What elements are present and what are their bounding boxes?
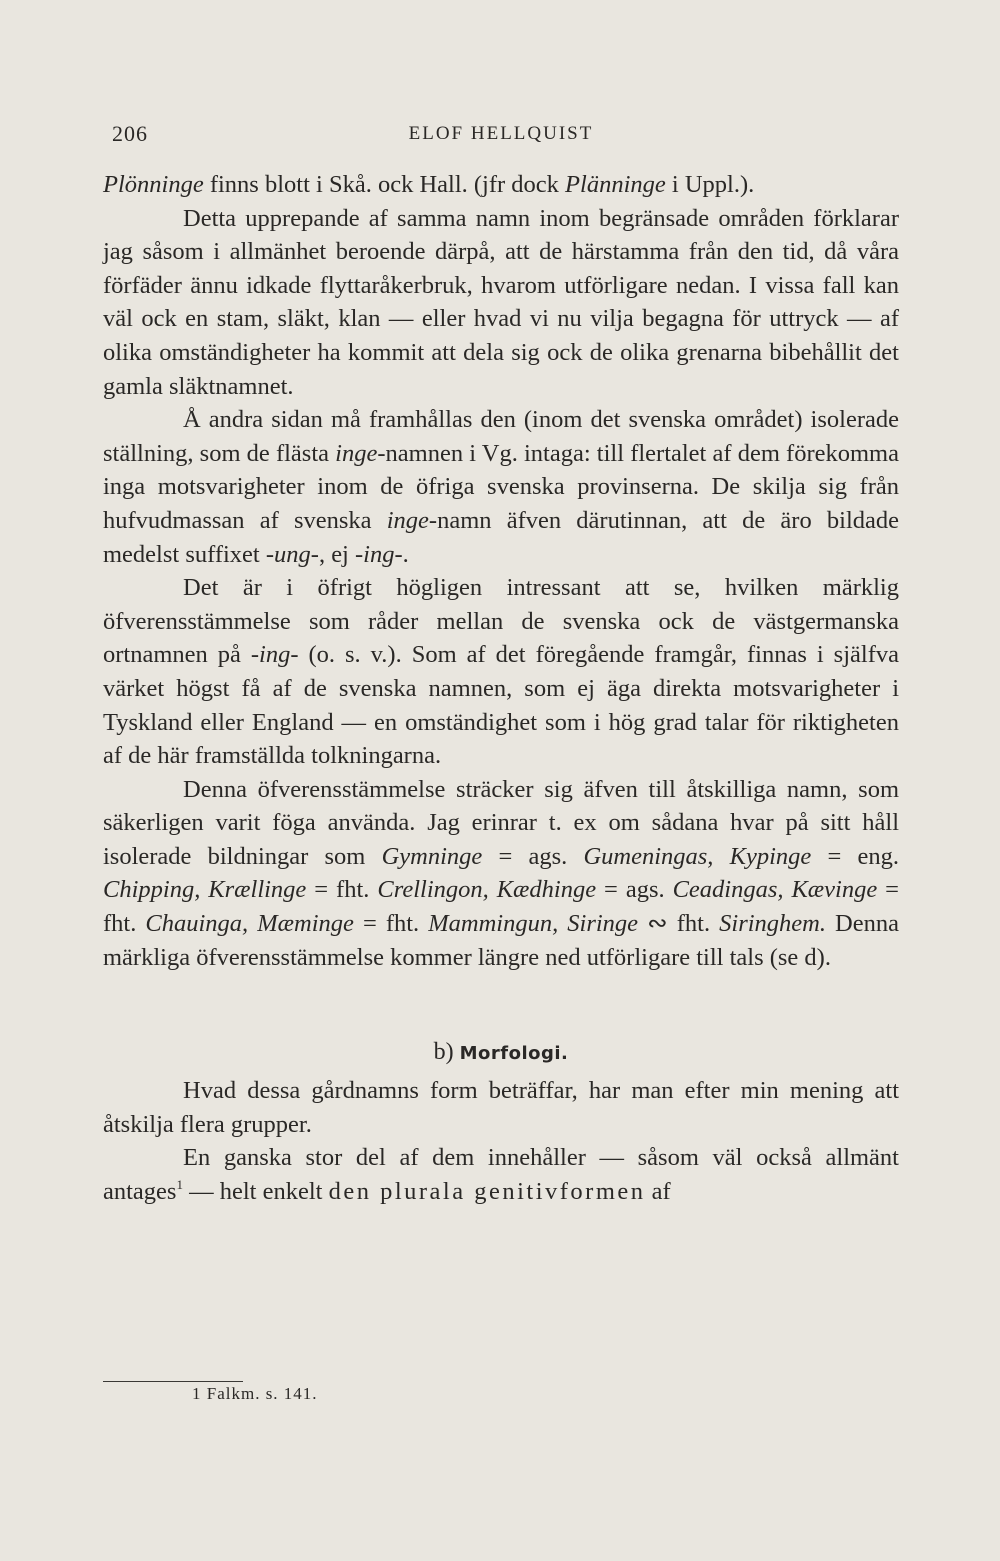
text-run: (o. s. v.). Som af det föregående framgår, finnas i själfva värket högst få af de svenska namnen, som ej äga direkta motsvarigheter i Tyskland eller England — en omständighet som i hög grad talar för riktigheten af de här framställda tolkningarna. — [103, 641, 899, 770]
paragraph-4 — [103, 571, 899, 773]
italic-term: inge — [335, 439, 378, 467]
place-name: Chauinga, Mæminge — [145, 910, 354, 938]
text-run: , ej — [318, 540, 355, 568]
italic-term: inge — [386, 506, 429, 534]
paragraph-3 — [103, 403, 899, 571]
text-run: = eng. — [811, 842, 899, 870]
place-name: Siringhem. — [719, 910, 826, 938]
place-name: Plänninge — [565, 171, 666, 198]
emphasized-text: den plurala genitivformen — [328, 1178, 646, 1206]
text-run: Denna öfverensstämmelse sträcker sig äfven till åtskilliga namn, som säkerligen varit föga använda. Jag erinrar t. ex om sådana hvar på sitt håll isolerade bildningar som — [103, 775, 899, 870]
place-name: Ceadingas, Kævinge — [672, 876, 878, 904]
text-run: = ags. — [482, 842, 584, 870]
place-name: Gymninge — [381, 842, 483, 870]
text-run: = ags. — [596, 876, 673, 904]
paragraph-5 — [103, 773, 899, 975]
running-head: ELOF HELLQUIST — [408, 123, 594, 144]
place-name: Gumeningas, Kypinge — [583, 842, 812, 870]
italic-term: -ing- — [250, 641, 299, 669]
section-heading-prefix: b) — [433, 1039, 460, 1066]
italic-term: -ing- — [355, 540, 403, 568]
text-run: -namn äfven därutinnan, att de äro bildade medelst suffixet — [103, 506, 899, 568]
page-header — [112, 121, 890, 153]
text-run: i Uppl.). — [665, 171, 755, 198]
place-name: Crellingon, Kædhinge — [377, 876, 597, 904]
text-run: ∾ fht. — [638, 910, 720, 938]
text-run: = fht. — [103, 876, 899, 938]
paragraph-1 — [103, 168, 899, 202]
paragraph-7 — [103, 1141, 899, 1208]
paragraph-2: Detta upprepande af samma namn inom begränsade områden förklarar jag såsom i allmänhet beroende därpå, att de härstamma från den tid, då våra förfäder ännu idkade flyttaråkerbruk, hvarom utförligare nedan. I vissa fall kan väl ock en stam, släkt, klan — eller hvad vi nu vilja begagna för uttryck — af olika omständigheter ha kommit att dela sig ock de olika grenarna bibehållit det gamla släktnamnet. — [103, 204, 899, 400]
place-name: Plönninge — [103, 171, 204, 198]
paragraph-6: Hvad dessa gårdnamns form beträffar, har man efter min mening att åtskilja flera grupper. — [103, 1077, 899, 1138]
page-number: 206 — [112, 121, 148, 146]
text-run: — helt enkelt — [182, 1178, 329, 1206]
text-run: Det är i öfrigt högligen intressant att se, hvilken märklig öfverensstämmelse som råder mellan de svenska ock de västgermanska ortnamnen på — [103, 574, 899, 669]
text-run: -namnen i Vg. intaga: till flertalet af dem förekomma inga motsvarigheter inom de öfriga svenska provinserna. De skilja sig från hufvudmassan af svenska — [103, 439, 899, 534]
text-run: = fht. — [306, 876, 378, 904]
text-run: En ganska stor del af dem innehåller — såsom väl också allmänt antages — [103, 1144, 899, 1206]
text-run: Denna märkliga öfverensstämmelse kommer längre ned utförligare till tals (se d). — [103, 910, 899, 971]
text-run: . — [402, 540, 409, 568]
text-run: finns blott i Skå. ock Hall. (jfr dock — [203, 171, 566, 198]
footnote-divider — [103, 1381, 243, 1382]
section-heading-title: Morfologi. — [459, 1043, 569, 1065]
section-heading — [103, 1039, 899, 1066]
text-run: = fht. — [353, 910, 429, 938]
place-name: Chipping, Krællinge — [103, 876, 307, 904]
body-text — [103, 168, 899, 1209]
text-run: af — [645, 1178, 671, 1206]
footnote: 1 Falkm. s. 141. — [192, 1384, 318, 1403]
text-run: Å andra sidan må framhållas den (inom det svenska området) isolerade ställning, som de flästa — [103, 406, 899, 467]
place-name: Mammingun, Siringe — [428, 910, 639, 938]
italic-term: -ung- — [265, 540, 319, 568]
footnote-reference: 1 — [176, 1177, 183, 1193]
